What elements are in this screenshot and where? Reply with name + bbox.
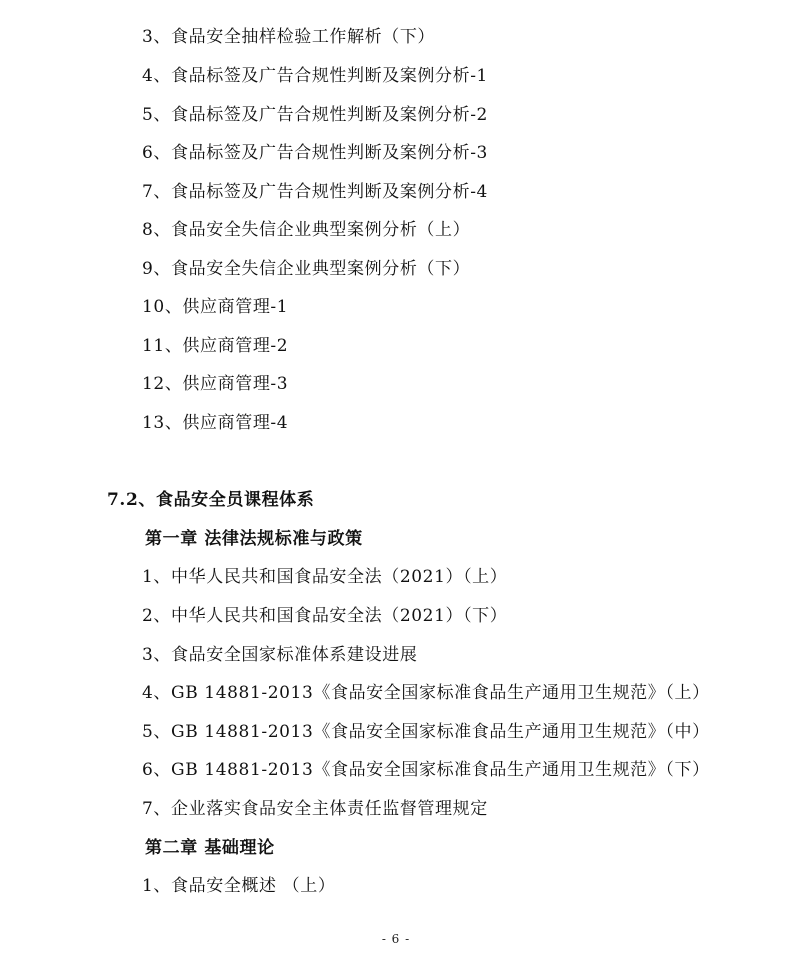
section-heading: 7.2、食品安全员课程体系 [107,490,315,510]
list-item: 7、企业落实食品安全主体责任监督管理规定 [142,799,488,819]
list-item: 7、食品标签及广告合规性判断及案例分析-4 [142,182,488,202]
list-item: 11、供应商管理-2 [142,336,289,356]
list-item: 1、中华人民共和国食品安全法（2021）（上） [142,567,508,587]
list-item: 5、食品标签及广告合规性判断及案例分析-2 [142,105,488,125]
list-item: 6、GB 14881-2013《食品安全国家标准食品生产通用卫生规范》（下） [142,760,710,780]
list-item: 3、食品安全抽样检验工作解析（下） [142,27,436,47]
list-item: 1、食品安全概述 （上） [142,876,336,896]
list-item: 5、GB 14881-2013《食品安全国家标准食品生产通用卫生规范》（中） [142,722,710,742]
list-item: 4、GB 14881-2013《食品安全国家标准食品生产通用卫生规范》（上） [142,683,710,703]
list-item: 10、供应商管理-1 [142,297,289,317]
list-item: 2、中华人民共和国食品安全法（2021）（下） [142,606,508,626]
list-item: 4、食品标签及广告合规性判断及案例分析-1 [142,66,488,86]
list-item: 13、供应商管理-4 [142,413,289,433]
list-item: 12、供应商管理-3 [142,374,289,394]
list-item: 6、食品标签及广告合规性判断及案例分析-3 [142,143,488,163]
page-number: - 6 - [381,932,411,946]
chapter-heading: 第一章 法律法规标准与政策 [145,529,363,549]
list-item: 3、食品安全国家标准体系建设进展 [142,645,418,665]
list-item: 8、食品安全失信企业典型案例分析（上） [142,220,471,240]
chapter-heading: 第二章 基础理论 [145,838,275,858]
list-item: 9、食品安全失信企业典型案例分析（下） [142,259,471,279]
